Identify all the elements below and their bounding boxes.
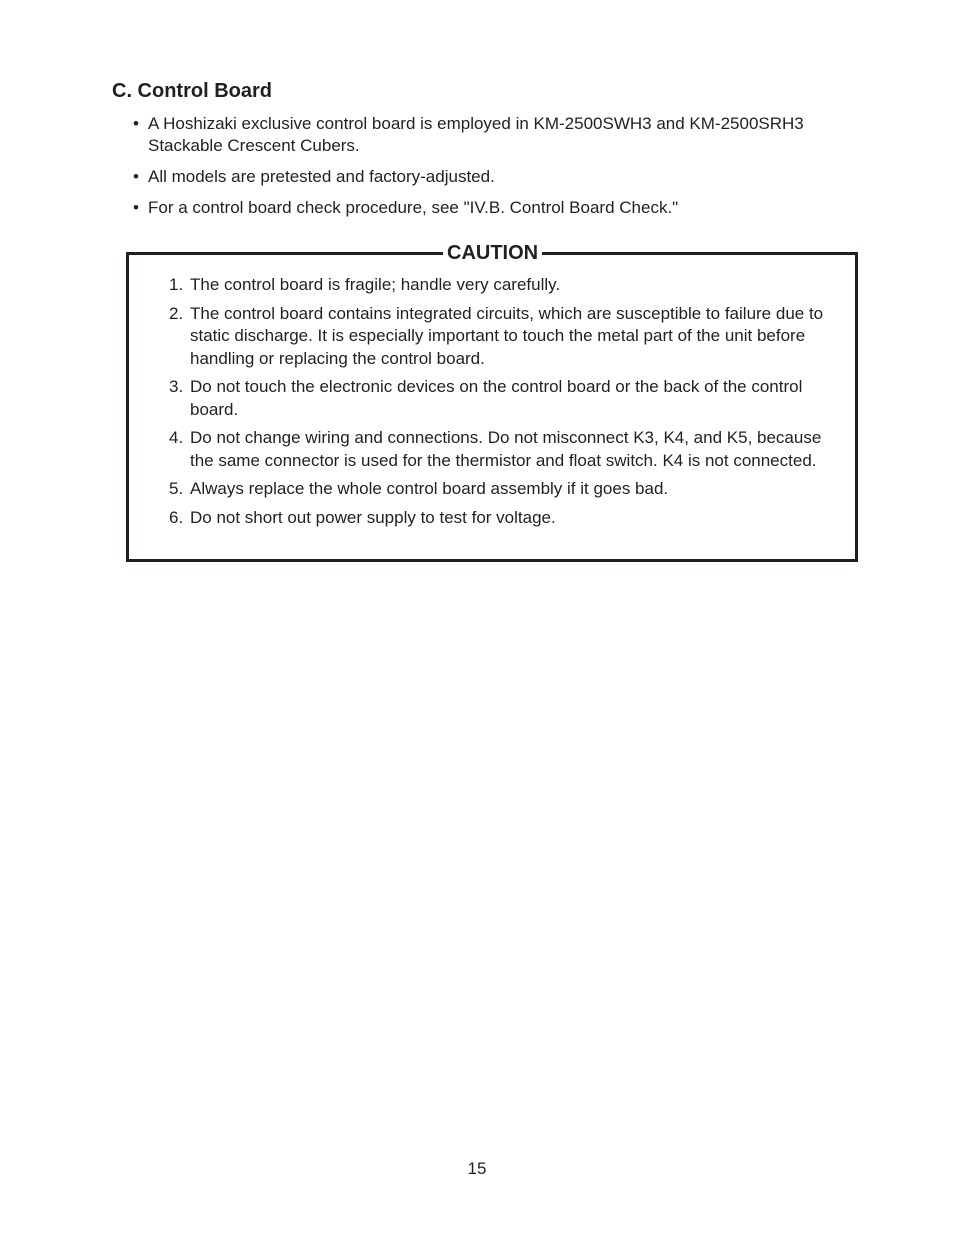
caution-item-text: The control board is fragile; handle very carefully. [190, 275, 561, 294]
section-title: C. Control Board [112, 80, 272, 102]
caution-item-text: Do not touch the electronic devices on the control board or the back of the control board. [190, 377, 803, 419]
caution-item-number: 6. [169, 507, 184, 527]
bullet-text: A Hoshizaki exclusive control board is employed in KM-2500SWH3 and KM-2500SRH3 Stackable Crescent Cubers. [148, 114, 804, 155]
bullet-item [133, 197, 883, 219]
caution-item-text: The control board contains integrated circuits, which are susceptible to failure due to static discharge. It is especially important to touch the metal part of the unit before handling or replacing the control board. [190, 303, 824, 368]
page-number: 15 [467, 1159, 487, 1178]
bullet-list [133, 113, 883, 228]
caution-item-number: 3. [169, 377, 184, 396]
bullet-marker: • [133, 198, 139, 217]
bullet-item [133, 166, 883, 188]
caution-item [169, 427, 839, 472]
caution-label: CAUTION [443, 241, 542, 265]
caution-item [169, 274, 839, 297]
caution-item-text: Always replace the whole control board assembly if it goes bad. [190, 479, 669, 498]
caution-box [126, 242, 858, 562]
caution-item [169, 507, 839, 530]
caution-item-number: 5. [169, 479, 184, 498]
caution-item-number: 1. [169, 275, 184, 294]
caution-item-text: Do not short out power supply to test for voltage. [190, 507, 556, 527]
bullet-text: All models are pretested and factory-adjusted. [148, 167, 495, 186]
caution-item [169, 376, 839, 421]
bullet-item [133, 113, 883, 157]
caution-item-text: Do not change wiring and connections. Do not misconnect K3, K4, and K5, because the same connector is used for the thermistor and float switch. K4 is not connected. [190, 428, 822, 470]
caution-item-number: 4. [169, 428, 184, 447]
caution-item [169, 478, 839, 501]
caution-item-number: 2. [169, 303, 184, 323]
bullet-text: For a control board check procedure, see "IV.B. Control Board Check." [148, 198, 679, 217]
caution-list [169, 274, 839, 535]
bullet-marker: • [133, 114, 139, 133]
caution-item [169, 303, 839, 371]
bullet-marker: • [133, 167, 139, 186]
